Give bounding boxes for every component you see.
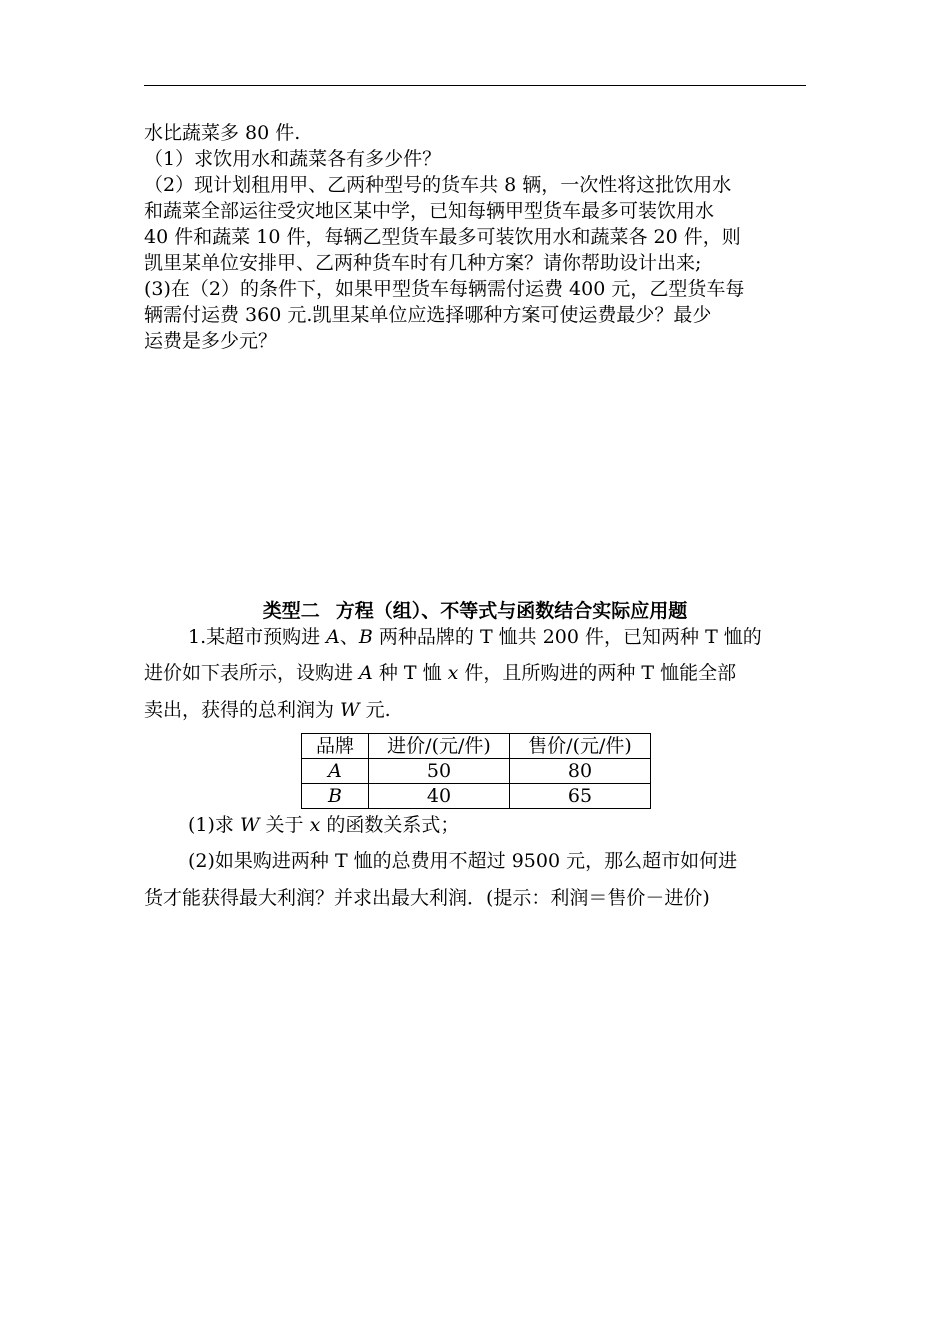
- table-cell: 65: [510, 784, 651, 809]
- text: 的函数关系式；: [320, 814, 460, 836]
- var-b: B: [358, 626, 373, 648]
- var-w: W: [239, 814, 260, 836]
- table-header: 售价/(元/件): [510, 734, 651, 759]
- table-row: [302, 784, 651, 809]
- text-line: 凯里某单位安排甲、乙两种货车时有几种方案？请你帮助设计出来;: [144, 252, 702, 274]
- text-line: 辆需付运费 360 元.凯里某单位应选择哪种方案可使运费最少？最少: [144, 304, 712, 326]
- table-cell: 80: [510, 759, 651, 784]
- text: 元.: [359, 699, 391, 721]
- question-2-line: (2)如果购进两种 T 恤的总费用不超过 9500 元，那么超市如何进: [188, 850, 738, 872]
- brand-b: B: [328, 785, 342, 807]
- text: (1)求: [188, 814, 240, 836]
- section-heading: [0, 596, 950, 623]
- var-x: x: [447, 662, 459, 684]
- text: 两种品牌的 T 恤共 200 件，已知两种 T 恤的: [372, 626, 762, 648]
- brand-a: A: [328, 760, 342, 782]
- text-line: 运费是多少元？: [144, 330, 278, 352]
- problem-line: [144, 660, 736, 686]
- problem-line: [144, 697, 391, 723]
- text: 件，且所购进的两种 T 恤能全部: [458, 662, 737, 684]
- text: 进价如下表所示，设购进: [144, 662, 360, 684]
- text-line: 40 件和蔬菜 10 件，每辆乙型货车最多可装饮用水和蔬菜各 20 件，则: [144, 226, 741, 248]
- text-line: （2）现计划租用甲、乙两种型号的货车共 8 辆，一次性将这批饮用水: [144, 174, 732, 196]
- table-cell: [302, 759, 369, 784]
- question-2-line: 货才能获得最大利润？并求出最大利润．(提示：利润＝售价－进价): [144, 887, 710, 909]
- table-row: [302, 759, 651, 784]
- section-title: 方程（组）、不等式与函数结合实际应用题: [335, 600, 688, 622]
- text-line: 水比蔬菜多 80 件.: [144, 122, 301, 144]
- text: 、: [339, 626, 359, 648]
- question-1: [188, 812, 459, 838]
- problem-line: [188, 624, 762, 650]
- table-cell: 50: [369, 759, 510, 784]
- table-cell: [302, 784, 369, 809]
- var-a: A: [359, 662, 373, 684]
- table-header-row: [302, 734, 651, 759]
- price-table: [301, 733, 651, 809]
- text-line: (3)在（2）的条件下，如果甲型货车每辆需付运费 400 元，乙型货车每: [144, 278, 745, 300]
- table-cell: 40: [369, 784, 510, 809]
- text-line: （1）求饮用水和蔬菜各有多少件？: [144, 148, 442, 170]
- var-x: x: [309, 814, 321, 836]
- var-w: W: [340, 699, 360, 721]
- text-line: 和蔬菜全部运往受灾地区某中学，已知每辆甲型货车最多可装饮用水: [144, 200, 715, 222]
- text: 1.某超市预购进: [188, 626, 327, 648]
- text: 关于: [259, 814, 310, 836]
- section-type: 类型二: [262, 600, 320, 622]
- text: 种 T 恤: [372, 662, 448, 684]
- text: 卖出，获得的总利润为: [144, 699, 341, 721]
- table-header: 品牌: [302, 734, 369, 759]
- header-rule: [144, 85, 806, 86]
- table-header: 进价/(元/件): [369, 734, 510, 759]
- var-a: A: [326, 626, 340, 648]
